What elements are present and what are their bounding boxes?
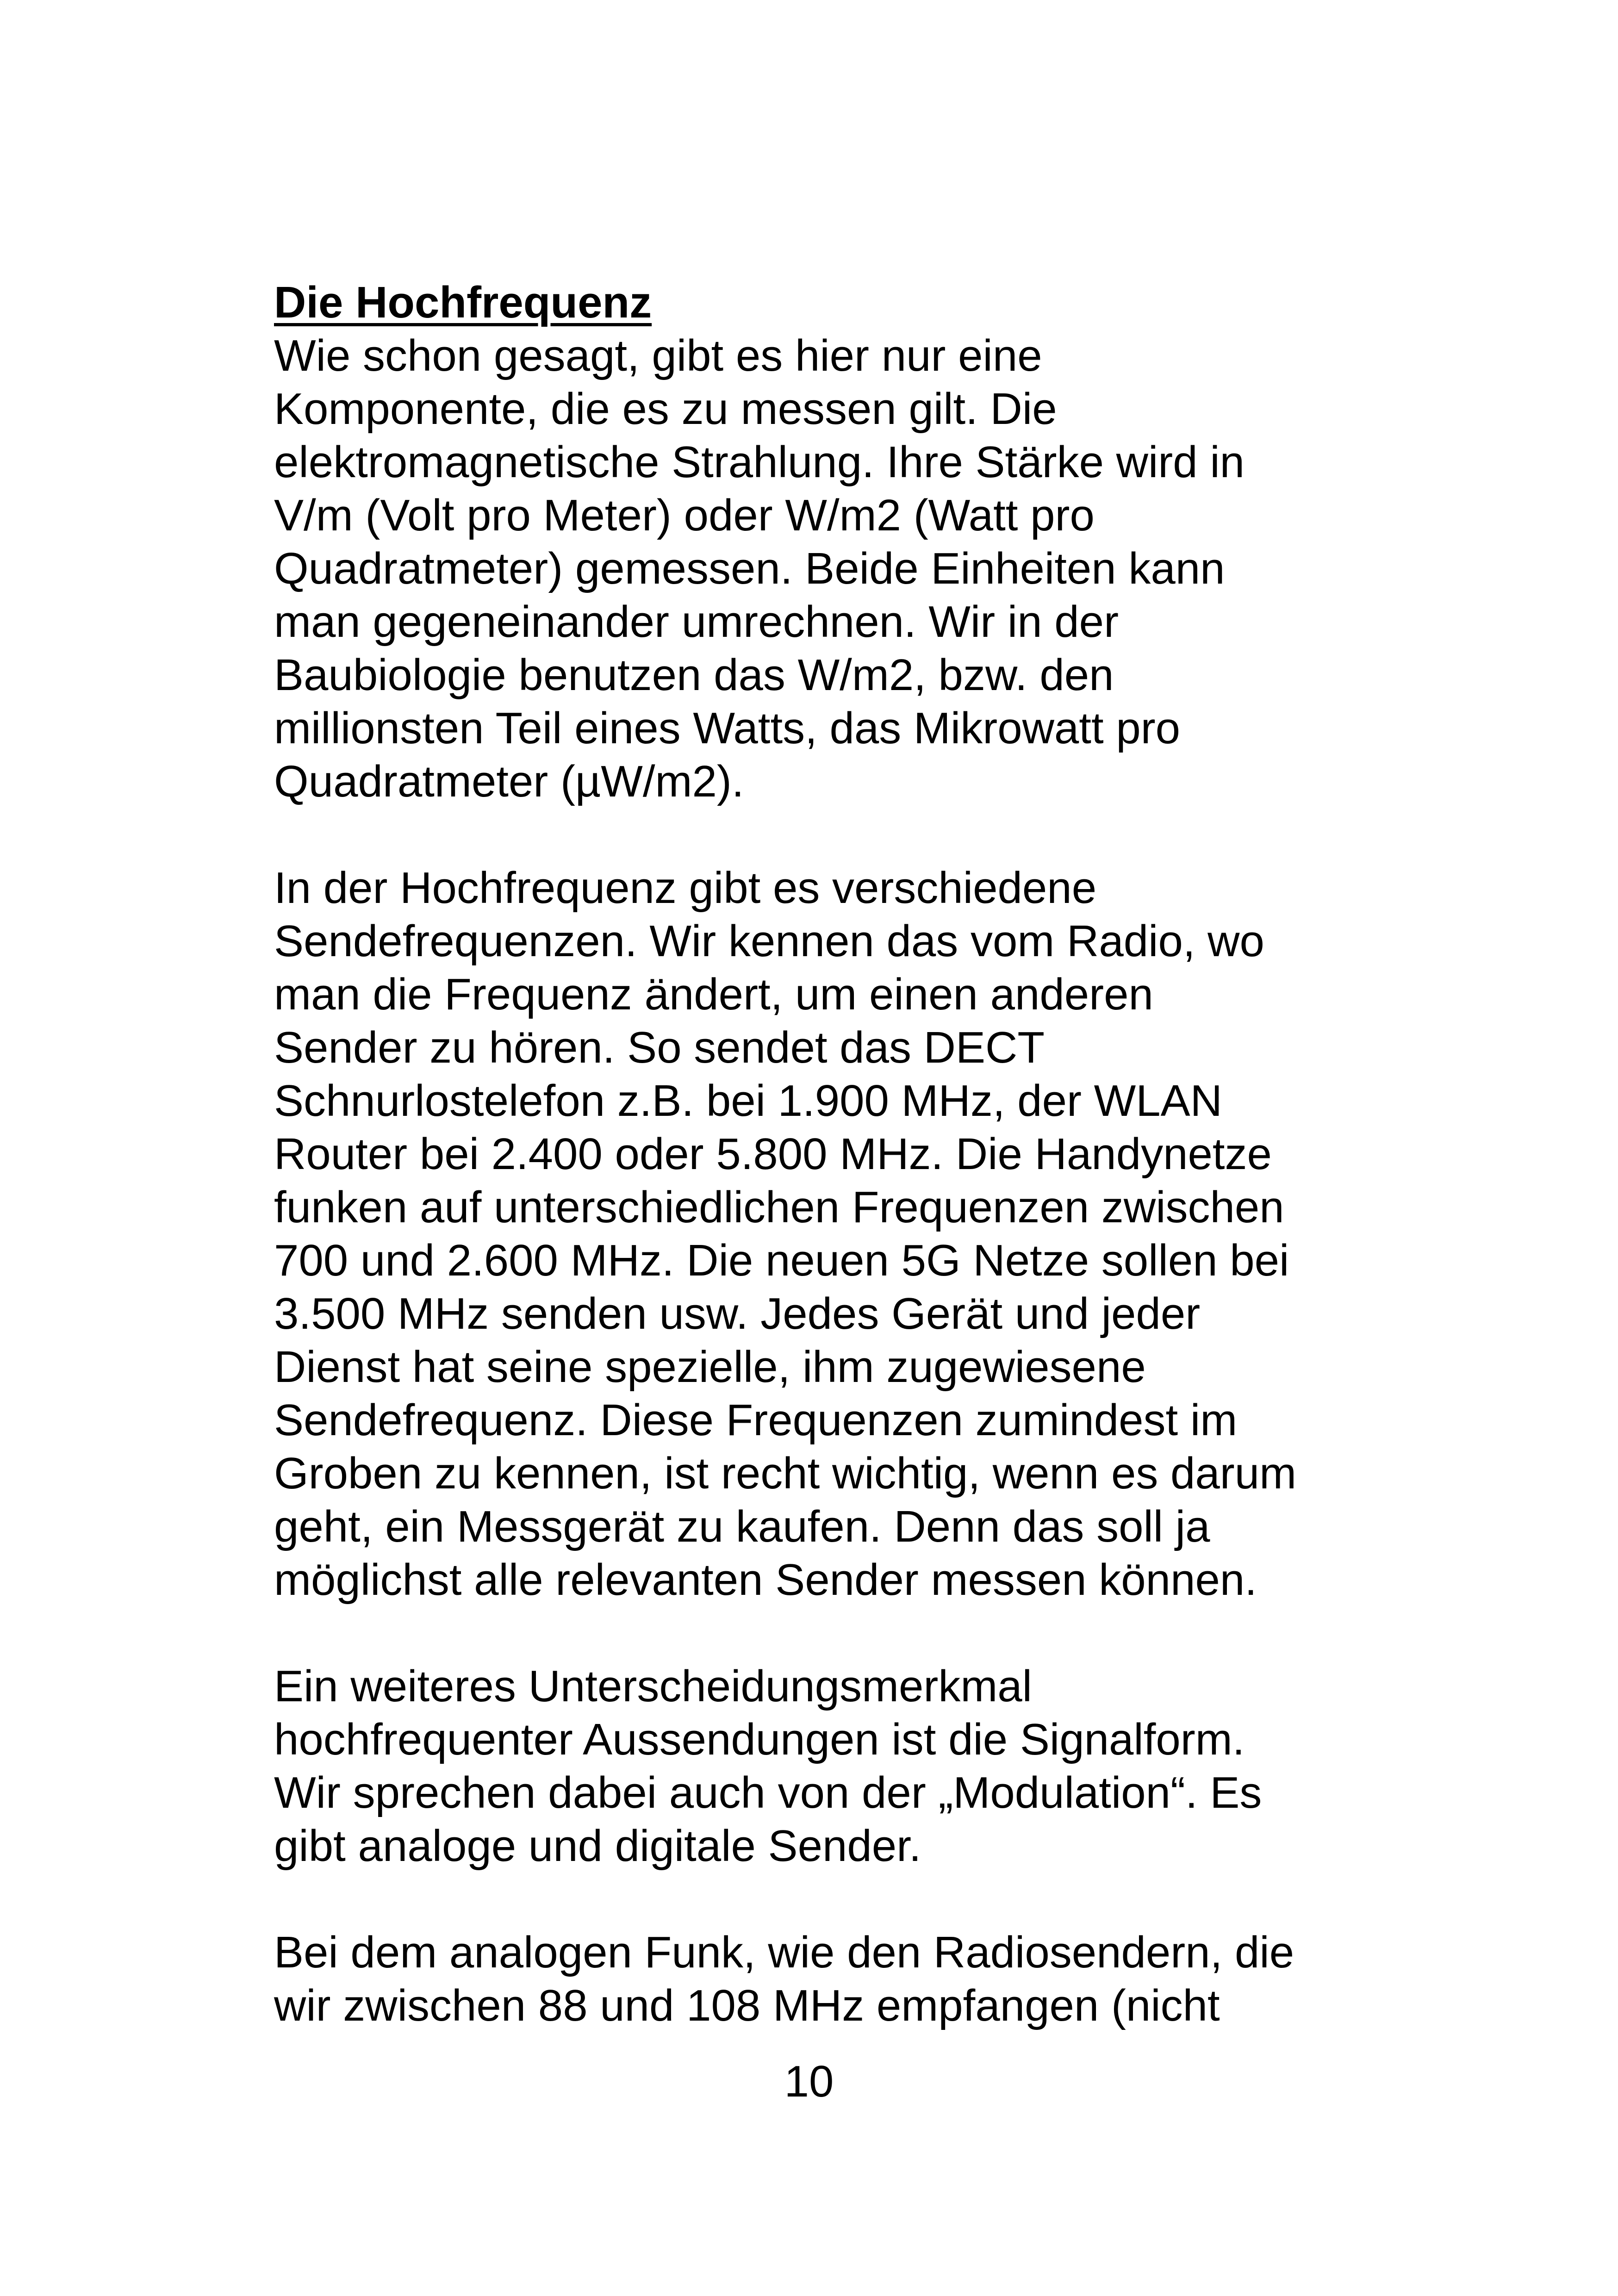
text-line: elektromagnetische Strahlung. Ihre Stärke wird in [274,437,1245,487]
text-line: Quadratmeter (µW/m2). [274,757,744,806]
text-line: V/m (Volt pro Meter) oder W/m2 (Watt pro [274,491,1095,540]
text-line: möglichst alle relevanten Sender messen können. [274,1555,1257,1605]
text-line: man die Frequenz ändert, um einen anderen [274,970,1153,1019]
text-line: Wie schon gesagt, gibt es hier nur eine [274,331,1042,380]
text-line: Wir sprechen dabei auch von der „Modulation“. Es [274,1768,1262,1817]
text-line: Sender zu hören. So sendet das DECT [274,1023,1045,1072]
text-line: man gegeneinander umrechnen. Wir in der [274,597,1119,647]
text-line: funken auf unterschiedlichen Frequenzen zwischen [274,1182,1284,1232]
page-content [274,276,1375,2032]
text-line: Groben zu kennen, ist recht wichtig, wenn es darum [274,1449,1297,1498]
paragraph-2 [274,861,1375,1606]
text-line: Bei dem analogen Funk, wie den Radiosendern, die [274,1928,1294,1977]
text-line: Sendefrequenz. Diese Frequenzen zumindest im [274,1395,1238,1445]
text-line: Dienst hat seine spezielle, ihm zugewiesene [274,1342,1146,1392]
text-line: gibt analoge und digitale Sender. [274,1821,921,1871]
text-line: Schnurlostelefon z.B. bei 1.900 MHz, der WLAN [274,1076,1222,1126]
section-heading: Die Hochfrequenz [274,278,652,327]
text-line: 700 und 2.600 MHz. Die neuen 5G Netze sollen bei [274,1236,1289,1285]
text-line: wir zwischen 88 und 108 MHz empfangen (nicht [274,1981,1220,2030]
text-line: Quadratmeter) gemessen. Beide Einheiten kann [274,544,1225,593]
paragraph-4 [274,1926,1375,2032]
text-line: In der Hochfrequenz gibt es verschiedene [274,863,1097,913]
text-line: hochfrequenter Aussendungen ist die Signalform. [274,1715,1245,1764]
paragraph-1 [274,329,1375,808]
text-line: Sendefrequenzen. Wir kennen das vom Radio, wo [274,916,1264,966]
page-number: 10 [784,2057,834,2106]
text-line: Router bei 2.400 oder 5.800 MHz. Die Handynetze [274,1129,1272,1179]
text-line: Ein weiteres Unterscheidungsmerkmal [274,1661,1032,1711]
paragraph-3 [274,1660,1375,1873]
text-line: Baubiologie benutzen das W/m2, bzw. den [274,650,1114,700]
text-line: millionsten Teil eines Watts, das Mikrowatt pro [274,703,1181,753]
text-line: 3.500 MHz senden usw. Jedes Gerät und jeder [274,1289,1201,1338]
text-line: geht, ein Messgerät zu kaufen. Denn das soll ja [274,1502,1210,1551]
text-line: Komponente, die es zu messen gilt. Die [274,384,1057,434]
